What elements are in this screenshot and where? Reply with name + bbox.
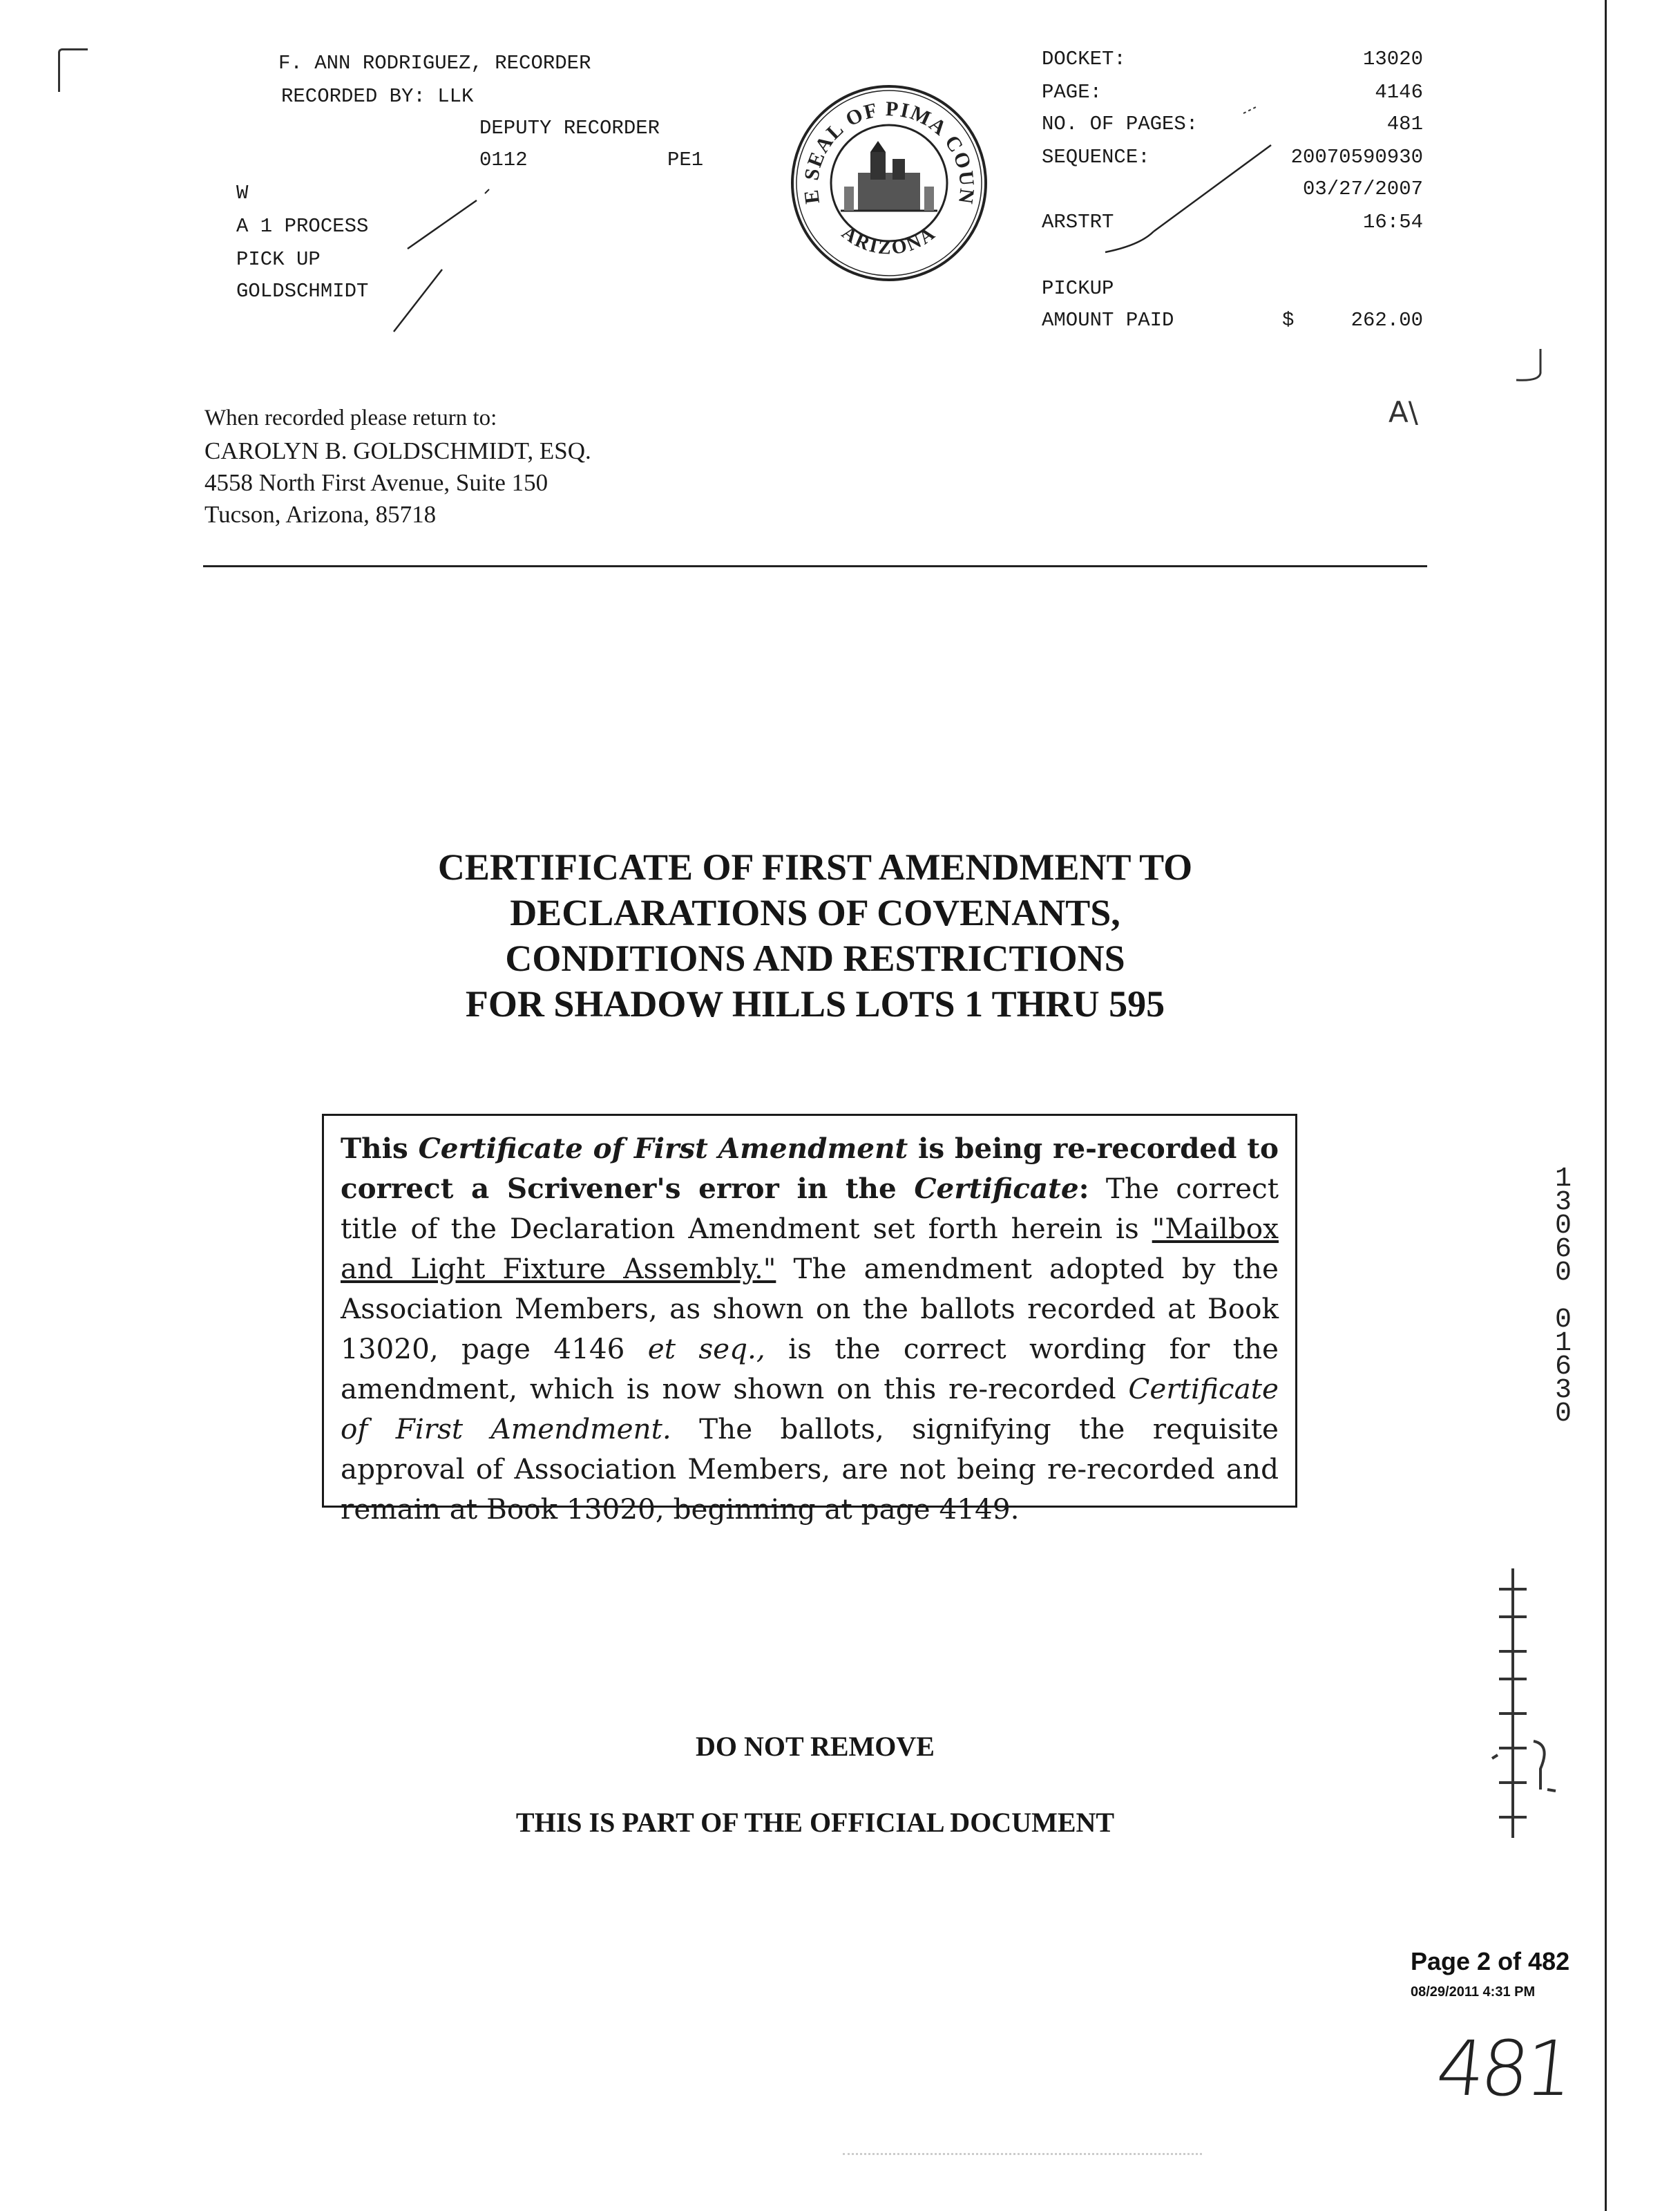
title-line-4: FOR SHADOW HILLS LOTS 1 THRU 595: [465, 983, 1165, 1025]
official-document-label: THIS IS PART OF THE OFFICIAL DOCUMENT: [515, 1807, 1115, 1838]
notice-bold-text: is being re-recorded to correct a Scrivener's error in the: [341, 1132, 1279, 1205]
notice-cert-title: Certificate of First Amendment: [418, 1132, 908, 1165]
corner-check-mark: [1513, 345, 1547, 387]
recorder-code-right: PE1: [667, 149, 704, 171]
svg-text:ARIZONA: [838, 222, 941, 259]
side-digit: 3: [1554, 1187, 1572, 1218]
page-stamp-datetime: 08/29/2011 4:31 PM: [1411, 1984, 1536, 2000]
scan-noise-line: [843, 2153, 1202, 2155]
return-line-4: Tucson, Arizona, 85718: [204, 501, 437, 528]
amount-label: AMOUNT PAID: [1042, 309, 1174, 332]
document-title: [262, 844, 1368, 1027]
docket-value: 13020: [1362, 48, 1423, 70]
side-digit: 6: [1554, 1351, 1572, 1383]
notice-cert-word: Certificate: [914, 1172, 1079, 1205]
recorder-w: W: [236, 182, 249, 205]
notice-this: This: [341, 1132, 419, 1165]
notice-box: [322, 1114, 1297, 1526]
notice-text-2: The amendment adopted by the Association Members, as shown on the ballots recorded at Book 13020, page 4146: [341, 1252, 1279, 1365]
corner-bracket: [58, 48, 88, 92]
side-digit: 0: [1554, 1211, 1572, 1242]
page-value: 4146: [1375, 81, 1423, 104]
side-digit: 0: [1554, 1398, 1572, 1430]
pickup-name: GOLDSCHMIDT: [236, 280, 369, 303]
notice-text-1: The correct title of the Declaration Amendment set forth herein is: [341, 1172, 1279, 1245]
recorder-name: F. ANN RODRIGUEZ, RECORDER: [278, 52, 591, 75]
docket-label: DOCKET:: [1042, 48, 1126, 70]
process-label: A 1 PROCESS: [236, 215, 369, 238]
page-stamp: Page 2 of 482: [1411, 1947, 1570, 1975]
record-date: 03/27/2007: [1302, 178, 1423, 200]
side-document-number: [1546, 1164, 1581, 1430]
county-seal: [789, 83, 989, 283]
arstrt-label: ARSTRT: [1042, 211, 1114, 234]
do-not-remove-label: DO NOT REMOVE: [696, 1731, 935, 1762]
recorder-code-left: 0112: [479, 149, 528, 171]
amount-value: 262.00: [1350, 309, 1423, 332]
notice-amendment-title: "Mailbox and Light Fixture Assembly.": [341, 1212, 1279, 1285]
pickup-label-right: PICKUP: [1042, 277, 1114, 300]
side-digit: 3: [1554, 1375, 1572, 1406]
pages-value: 481: [1386, 113, 1423, 135]
page-label: PAGE:: [1042, 81, 1102, 104]
title-line-1: CERTIFICATE OF FIRST AMENDMENT TO: [437, 846, 1193, 888]
docket-handwritten-strokes: [1098, 104, 1333, 263]
side-digit: 0: [1554, 1304, 1572, 1336]
title-line-3: CONDITIONS AND RESTRICTIONS: [505, 938, 1125, 979]
deputy-recorder: DEPUTY RECORDER: [479, 117, 660, 140]
scan-edge-line: [1605, 0, 1607, 2211]
notice-text-4: The ballots, signifying the requisite approval of Association Members, are not being re-recorded and remain at Book 13020, beginning at page 4149.: [341, 1412, 1279, 1526]
seal-bottom-text: ARIZONA: [837, 222, 941, 259]
record-time: 16:54: [1362, 211, 1423, 234]
scan-artifact-stamp: [1485, 1562, 1561, 1852]
title-line-2: DECLARATIONS OF COVENANTS,: [510, 892, 1120, 933]
notice-et-seq: et seq.,: [647, 1332, 765, 1365]
pages-label: NO. OF PAGES:: [1042, 113, 1199, 135]
sequence-value: 20070590930: [1290, 146, 1423, 169]
notice-text-3: is the correct wording for the amendment, which is now shown on this re-recorded: [341, 1332, 1279, 1405]
amount-currency: $: [1282, 309, 1295, 332]
side-digit: 0: [1554, 1258, 1572, 1289]
sequence-label: SEQUENCE:: [1042, 146, 1150, 169]
side-digit: 1: [1554, 1328, 1572, 1359]
return-line-2: CAROLYN B. GOLDSCHMIDT, ESQ.: [204, 437, 591, 464]
return-line-1: When recorded please return to:: [204, 406, 497, 430]
seal-building-icon: [841, 141, 937, 211]
handwritten-page-count: 481: [1432, 2024, 1574, 2113]
notice-colon: :: [1078, 1172, 1089, 1205]
side-digit: 1: [1554, 1164, 1572, 1195]
handwritten-strokes: [304, 187, 525, 339]
header-divider: [203, 565, 1427, 567]
notice-cert-title-2: Certificate of First Amendment.: [341, 1372, 1279, 1445]
seal-top-text: E SEAL OF PIMA COUN: [799, 97, 979, 207]
side-digit: 6: [1554, 1234, 1572, 1265]
pickup-label: PICK UP: [236, 248, 321, 271]
recorded-by: RECORDED BY: LLK: [281, 85, 474, 108]
handwritten-mark: A\: [1388, 395, 1418, 429]
return-line-3: 4558 North First Avenue, Suite 150: [204, 469, 548, 496]
